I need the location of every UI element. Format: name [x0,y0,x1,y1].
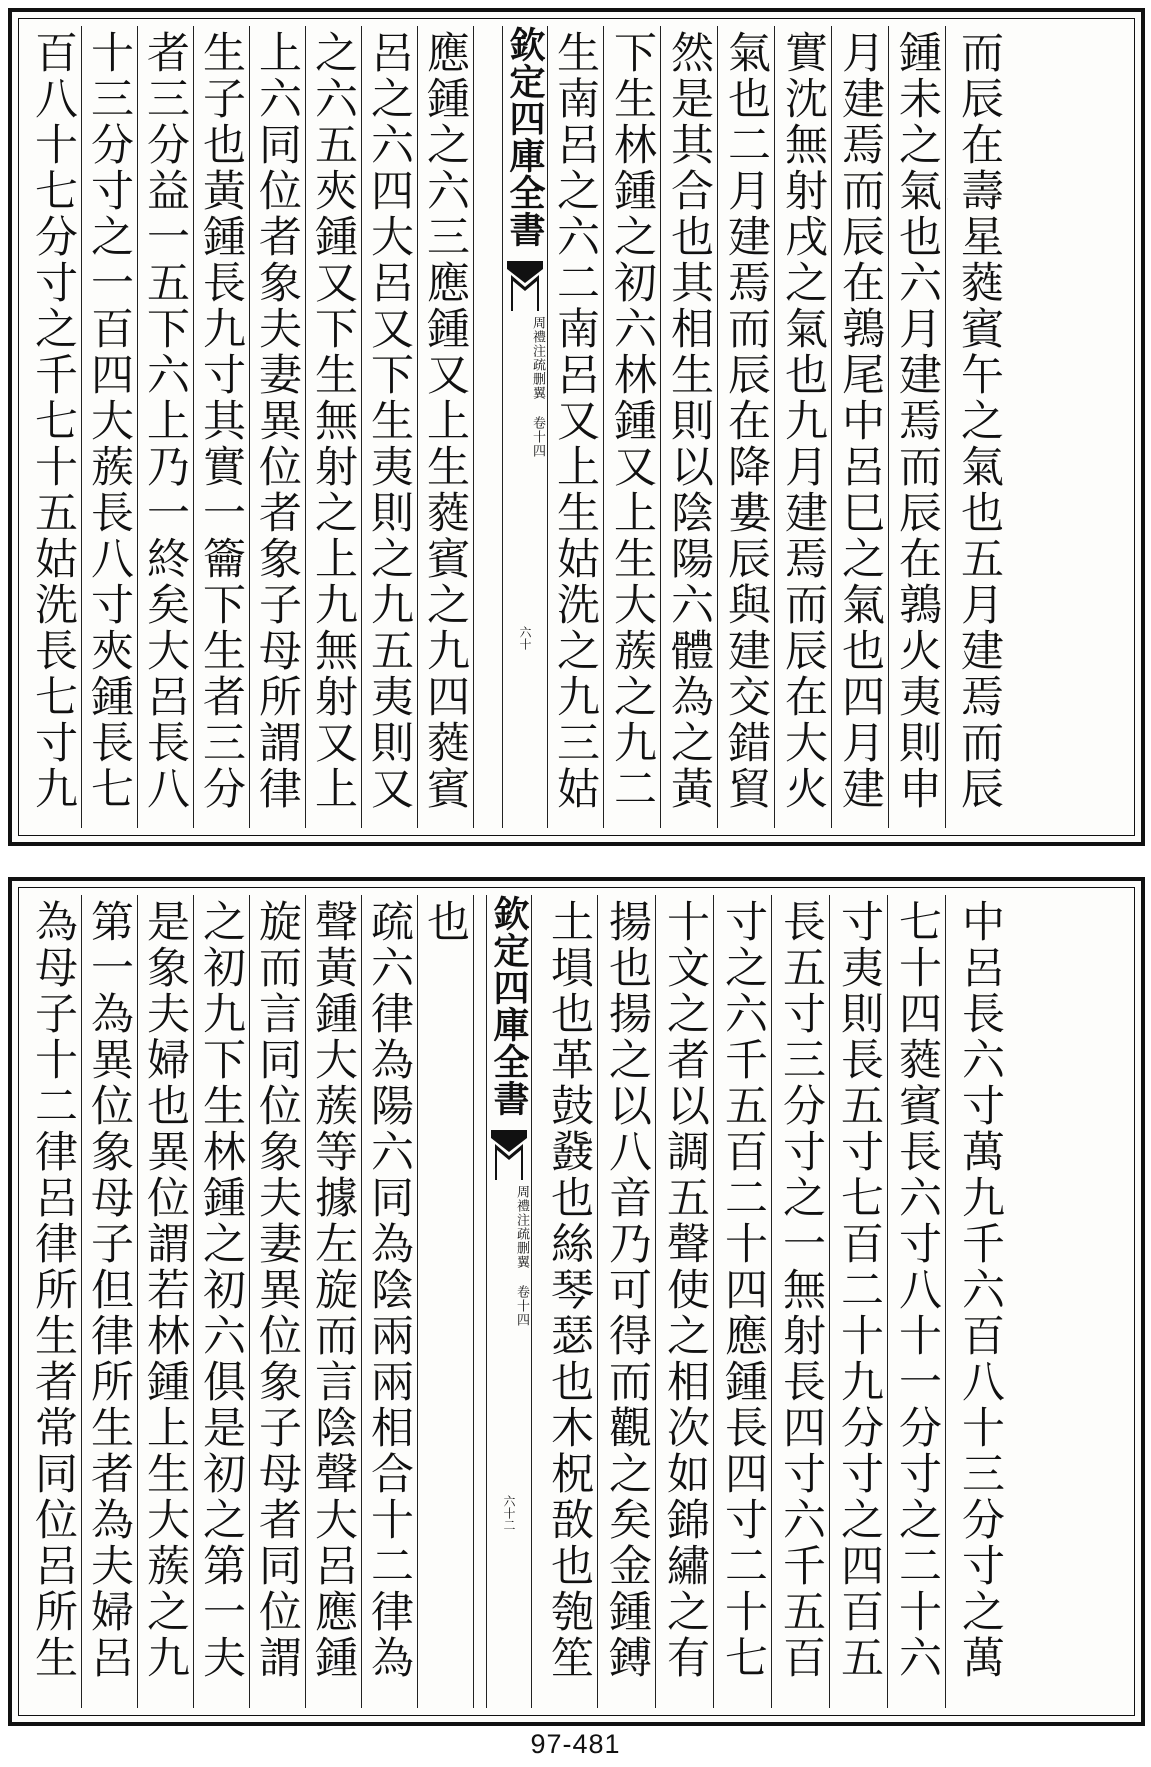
text-column: 寸夷則長五寸七百二十九分寸之四百五 [832,895,888,1708]
bottom-page-panel [8,877,1145,1726]
text-column: 聲黃鍾大蔟等據左旋而言陰聲大呂應鍾 [306,895,362,1708]
center-fold [502,26,548,828]
text-column: 而辰在壽星蕤賓午之氣也五月建焉而辰 [954,30,1004,812]
text-column: 呂之六四大呂又下生夷則之九五夷則又 [362,26,418,828]
text-column: 是象夫婦也異位謂若林鍾上生大蔟之九 [138,895,194,1708]
text-column: 氣也二月建焉而辰在降婁辰與建交錯貿 [719,26,775,828]
text-column: 也 [418,895,474,1708]
text-column: 鍾未之氣也六月建焉而辰在鶉火夷則申 [890,26,946,828]
fishtail-mark-icon [507,261,543,311]
text-column: 者三分益一五下六上乃一終矣大呂長八 [138,26,194,828]
page-number: 六十 [518,626,532,650]
text-column: 實沈無射戌之氣也九月建焉而辰在大火 [776,26,832,828]
text-column: 揚也揚之以八音乃可得而觀之矣金鍾鎛 [600,895,656,1708]
text-column: 為母子十二律呂律所生者常同位呂所生 [26,895,82,1708]
page-number: 六十二 [502,1495,516,1531]
volume-label: 周禮注疏删翼 卷十四 [530,316,545,458]
text-column: 十文之者以調五聲使之相次如錦繡之有 [658,895,714,1708]
text-column: 然是其合也其相生則以陰陽六體為之黃 [662,26,718,828]
text-column: 第一為異位象母子但律所生者為夫婦呂 [82,895,138,1708]
text-column: 疏六律為陽六同為陰兩兩相合十二律為 [362,895,418,1708]
book-title: 欽定四庫全書 [504,26,546,248]
book-title: 欽定四庫全書 [488,895,530,1117]
volume-label: 周禮注疏删翼 卷十四 [514,1185,529,1327]
fishtail-mark-icon [491,1130,527,1180]
text-column: 百八十七分寸之千七十五姑洗長七寸九 [26,26,82,828]
page-footer-label: 97-481 [530,1729,621,1759]
text-column: 之初九下生林鍾之初六俱是初之第一夫 [194,895,250,1708]
text-column: 下生林鍾之初六林鍾又上生大蔟之九二 [605,26,661,828]
text-column: 七十四蕤賓長六寸八十一分寸之二十六 [890,895,946,1708]
text-column: 應鍾之六三應鍾又上生蕤賓之九四蕤賓 [418,26,474,828]
center-fold [486,895,532,1708]
text-column: 十三分寸之一百四大蔟長八寸夾鍾長七 [82,26,138,828]
text-column: 生子也黃鍾長九寸其實一籥下生者三分 [194,26,250,828]
text-column: 上六同位者象夫妻異位者象子母所謂律 [250,26,306,828]
text-column: 月建焉而辰在鶉尾中呂巳之氣也四月建 [833,26,889,828]
text-column: 中呂長六寸萬九千六百八十三分寸之萬 [955,899,1005,1681]
text-column: 長五寸三分寸之一無射長四寸六千五百 [774,895,830,1708]
top-page-panel [8,8,1145,846]
text-column: 旋而言同位象夫妻異位象子母者同位謂 [250,895,306,1708]
text-column: 生南呂之六二南呂又上生姑洗之九三姑 [548,26,604,828]
text-column: 之六五夾鍾又下生無射之上九無射又上 [306,26,362,828]
text-column: 寸之六千五百二十四應鍾長四寸二十七 [716,895,772,1708]
text-column: 土塤也革鼓鼗也絲琴瑟也木柷敔也匏笙 [542,895,598,1708]
